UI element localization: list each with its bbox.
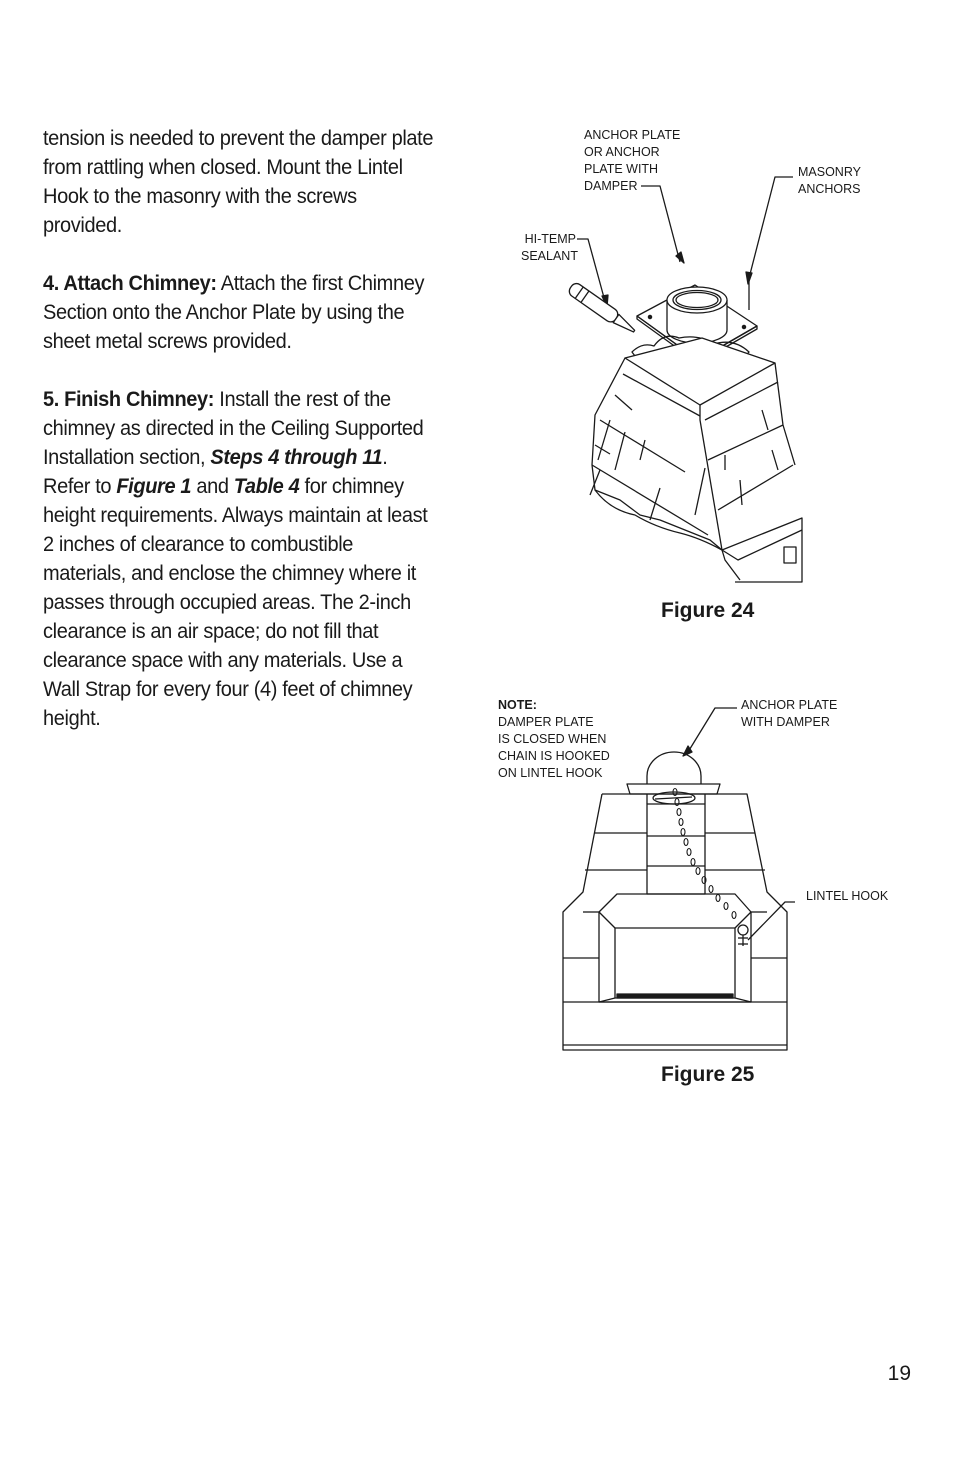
callout-lintel-hook: LINTEL HOOK xyxy=(806,889,889,903)
page-number: 19 xyxy=(887,1362,911,1385)
paragraph-attach-chimney xyxy=(43,269,434,356)
paragraph-text: . Refer to xyxy=(43,445,388,498)
callout-hi-temp-sealant: HI-TEMP SEALANT xyxy=(521,232,578,263)
step-heading: 5. Finish Chimney: xyxy=(43,387,215,411)
table-reference: Table 4 xyxy=(233,474,300,498)
note-title: NOTE: xyxy=(498,698,537,712)
callout-masonry-anchors: MASONRY ANCHORS xyxy=(798,165,861,196)
figure-25-caption: Figure 25 xyxy=(661,1063,755,1086)
figure-24-caption: Figure 24 xyxy=(661,599,755,622)
paragraph-text: and xyxy=(191,474,234,498)
paragraph-text: tension is needed to prevent the damper plate from rattling when closed. Mount the Lintel Hook to the masonry with the screws provided. xyxy=(43,126,434,237)
paragraph-lintel-hook xyxy=(43,124,434,240)
callout-anchor-plate-damper: ANCHOR PLATE WITH DAMPER xyxy=(741,698,838,729)
paragraph-finish-chimney xyxy=(43,385,434,733)
figure-reference: Figure 1 xyxy=(116,474,192,498)
note-damper-plate: NOTE: DAMPER PLATE IS CLOSED WHEN CHAIN IS HOOKED ON LINTEL HOOK xyxy=(498,698,610,780)
paragraph-text: for chimney height requirements. Always maintain at least 2 inches of clearance to combustible materials, and enclose the chimney where it passes through occupied areas. The 2-inch clearance is an air space; do not fill that clearance space with any materials. Use a Wall Strap for every four (4) feet of chimney height. xyxy=(43,474,428,730)
paragraph-text: Install the rest of the chimney as directed in the Ceiling Supported Installation section, xyxy=(43,387,424,469)
body-text xyxy=(43,124,434,762)
paragraph-text: Attach the first Chimney Section onto the Anchor Plate by using the sheet metal screws provided. xyxy=(43,271,425,353)
step-heading: 4. Attach Chimney: xyxy=(43,271,217,295)
callout-anchor-plate: ANCHOR PLATE OR ANCHOR PLATE WITH DAMPER xyxy=(584,128,681,193)
steps-reference: Steps 4 through 11 xyxy=(210,445,383,469)
